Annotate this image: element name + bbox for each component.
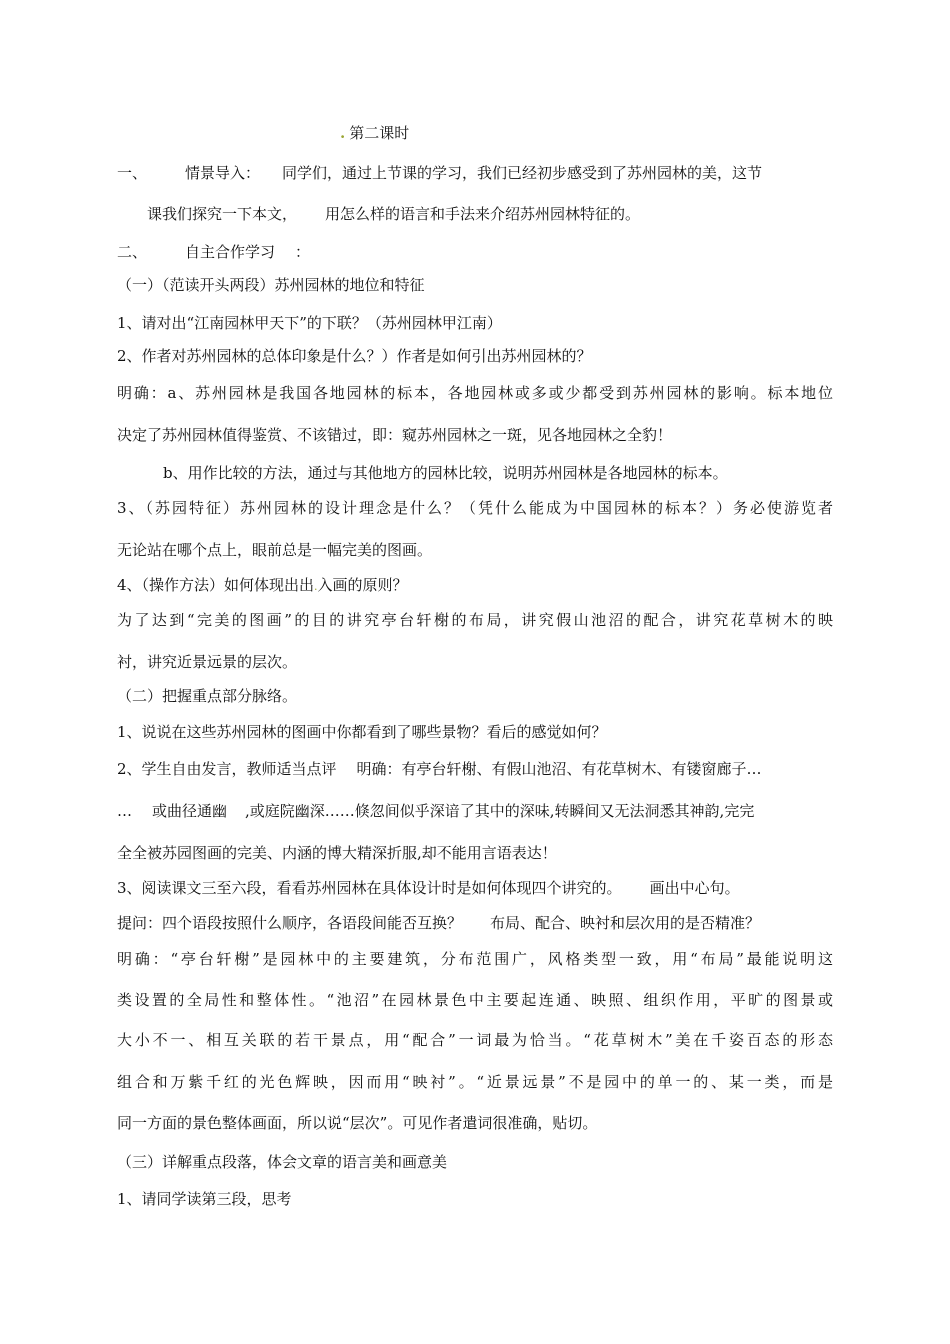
- text-line: … 或曲径通幽 ,或庭院幽深……倏忽间似乎深谙了其中的深味,转瞬间又无法洞悉其神韵,完完: [117, 802, 755, 820]
- text-line: 课我们探究一下本文， 用怎么样的语言和手法来介绍苏州园林特征的。: [147, 205, 641, 223]
- subsection-heading: （三）详解重点段落，体会文章的语言美和画意美: [117, 1153, 448, 1171]
- text-line: 1、说说在这些苏州园林的图画中你都看到了哪些景物？看后的感觉如何？: [117, 723, 607, 741]
- text-line: 1、请对出“江南园林甲天下”的下联？（苏州园林甲江南）: [117, 314, 502, 332]
- text-line: 无论站在哪个点上，眼前总是一幅完美的图画。: [117, 541, 433, 559]
- text-line: 大小不一、相互关联的若干景点，用“配合”一词最为恰当。“花草树木”美在千姿百态的形态: [117, 1031, 833, 1049]
- bullet-dot-icon: .: [314, 580, 318, 593]
- text-line: 2、作者对苏州园林的总体印象是什么？）作者是如何引出苏州园林的？: [117, 347, 592, 365]
- text-line: 衬，讲究近景远景的层次。: [117, 653, 298, 671]
- text-line: 3、阅读课文三至六段，看看苏州园林在具体设计时是如何体现四个讲究的。 画出中心句。: [117, 879, 740, 897]
- text-line: 全全被苏园图画的完美、内涵的博大精深折服,却不能用言语表达！: [117, 844, 557, 862]
- text-line: 4、（操作方法）如何体现出出.入画的原则？: [117, 576, 408, 594]
- text-line: 3、（苏园特征）苏州园林的设计理念是什么？（凭什么能成为中国园林的标本？）务必使游览者: [117, 499, 833, 517]
- subsection-heading: （二）把握重点部分脉络。: [117, 687, 298, 705]
- text-line: 一、 情景导入： 同学们，通过上节课的学习，我们已经初步感受到了苏州园林的美，这节: [117, 164, 763, 182]
- text-line: 组合和万紫千红的光色辉映，因而用“映衬”。“近景远景”不是园中的单一的、某一类，而是: [117, 1073, 833, 1091]
- section-heading: 二、 自主合作学习 ：: [117, 243, 311, 261]
- text-line: 1、请同学读第三段，思考: [117, 1190, 292, 1208]
- page-title: . 第二课时: [340, 124, 410, 142]
- text-line: 明确：a、苏州园林是我国各地园林的标本，各地园林或多或少都受到苏州园林的影响。标本地位: [117, 384, 833, 402]
- text-line: 同一方面的景色整体画面，所以说“层次”。可见作者遣词很准确，贴切。: [117, 1114, 598, 1132]
- text-line: 决定了苏州园林值得鉴赏、不该错过，即：窥苏州园林之一斑，见各地园林之全豹！: [117, 426, 673, 444]
- subsection-heading: （一）（范读开头两段）苏州园林的地位和特征: [117, 276, 425, 294]
- text-line: 明确：“亭台轩榭”是园林中的主要建筑，分布范围广，风格类型一致，用“布局”最能说明这: [117, 950, 833, 968]
- text-line: 提问：四个语段按照什么顺序，各语段间能否互换？ 布局、配合、映衬和层次用的是否精准？: [117, 914, 761, 932]
- bullet-dot-icon: .: [340, 124, 346, 142]
- text-line: 类设置的全局性和整体性。“池沼”在园林景色中主要起连通、映照、组织作用，平旷的图景或: [117, 991, 833, 1009]
- text-line: 为了达到“完美的图画”的目的讲究亭台轩榭的布局，讲究假山池沼的配合，讲究花草树木的映: [117, 611, 833, 629]
- text-line: b、用作比较的方法，通过与其他地方的园林比较，说明苏州园林是各地园林的标本。: [163, 464, 728, 482]
- text-line: 2、学生自由发言，教师适当点评 明确：有亭台轩榭、有假山池沼、有花草树木、有镂窗廊子…: [117, 760, 762, 778]
